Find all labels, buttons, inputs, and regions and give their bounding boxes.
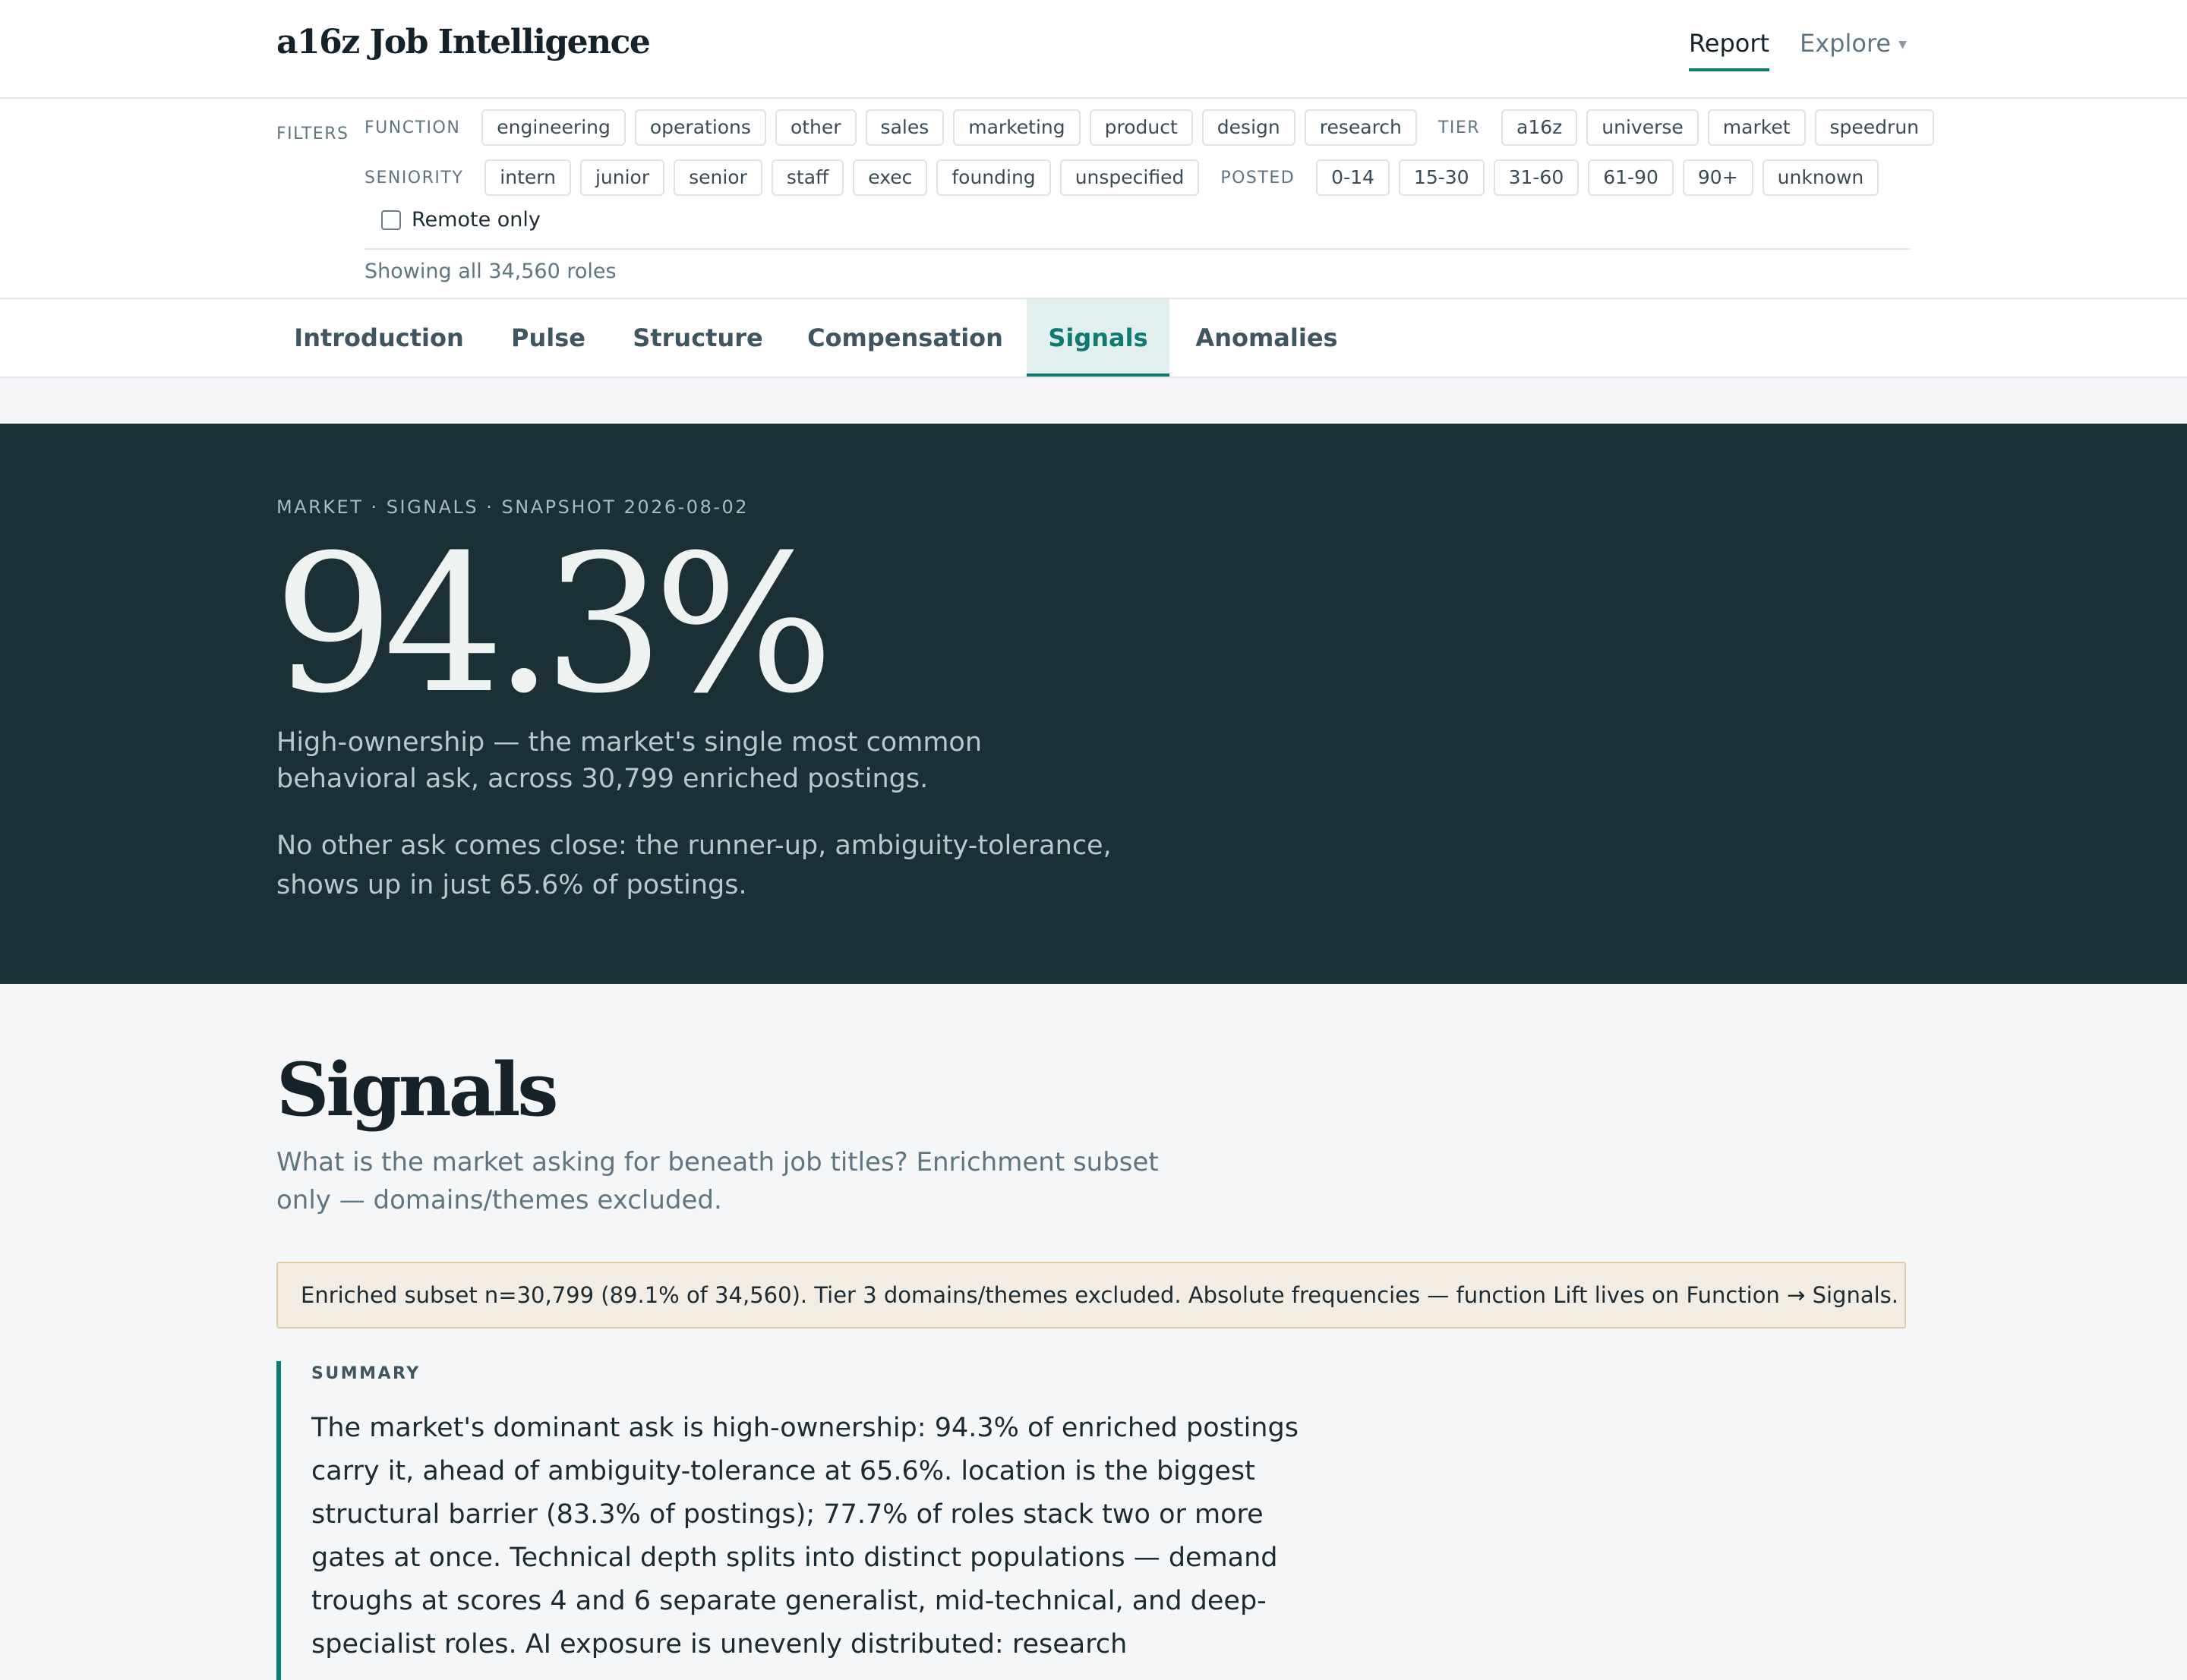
- page-title: Signals: [276, 1047, 556, 1133]
- filter-chip-tier[interactable]: universe: [1586, 109, 1699, 146]
- filter-chip-tier[interactable]: speedrun: [1815, 109, 1935, 146]
- remote-only-checkbox[interactable]: [381, 210, 401, 230]
- filter-chip-posted[interactable]: unknown: [1763, 159, 1879, 196]
- filter-chip-seniority[interactable]: staff: [772, 159, 844, 196]
- info-notice: Enriched subset n=30,799 (89.1% of 34,560). Tier 3 domains/themes excluded. Absolute frequencies — function Lift lives on Function → Signals.: [276, 1262, 1906, 1329]
- summary-block: [276, 1361, 1299, 1680]
- hero-banner: [0, 424, 2187, 984]
- seniority-filter-label: SENIORITY: [364, 168, 464, 188]
- page-subtitle: What is the market asking for beneath job titles? Enrichment subset only — domains/themes excluded.: [276, 1147, 1159, 1215]
- filter-chip-tier[interactable]: a16z: [1501, 109, 1577, 146]
- filter-chip-function[interactable]: engineering: [481, 109, 626, 146]
- posted-filter-label: POSTED: [1220, 168, 1295, 188]
- filter-chip-function[interactable]: design: [1202, 109, 1295, 146]
- remote-only-toggle[interactable]: [381, 208, 541, 232]
- filter-chip-function[interactable]: marketing: [953, 109, 1080, 146]
- hero-eyebrow: MARKET · SIGNALS · SNAPSHOT 2026-08-02: [276, 496, 750, 518]
- hero-description: High-ownership — the market's single most common behavioral ask, across 30,799 enriched postings.: [276, 727, 983, 794]
- filter-chip-function[interactable]: sales: [866, 109, 945, 146]
- filter-chip-posted[interactable]: 0-14: [1316, 159, 1390, 196]
- tier-filter-label: TIER: [1437, 118, 1481, 137]
- filters-panel: [0, 99, 2187, 299]
- filter-chip-function[interactable]: operations: [635, 109, 766, 146]
- tab-pulse[interactable]: Pulse: [511, 323, 585, 352]
- filter-chip-seniority[interactable]: senior: [674, 159, 762, 196]
- filter-chip-seniority[interactable]: unspecified: [1060, 159, 1200, 196]
- filters-label: FILTERS: [276, 125, 349, 143]
- hero-stat: 94.3%: [273, 514, 824, 735]
- hero-secondary-text: No other ask comes close: the runner-up, ambiguity-tolerance, shows up in just 65.6% of postings.: [276, 831, 1112, 900]
- filter-chip-seniority[interactable]: founding: [936, 159, 1050, 196]
- filter-row-function-tier: [364, 109, 1934, 146]
- filters-divider: [364, 248, 1911, 250]
- filter-chip-seniority[interactable]: exec: [853, 159, 927, 196]
- filter-chip-function[interactable]: product: [1090, 109, 1193, 146]
- chevron-down-icon: ▼: [1898, 39, 1907, 51]
- filter-chip-posted[interactable]: 31-60: [1494, 159, 1580, 196]
- filter-chip-seniority[interactable]: intern: [484, 159, 571, 196]
- filter-chip-tier[interactable]: market: [1708, 109, 1806, 146]
- filter-chip-posted[interactable]: 61-90: [1588, 159, 1674, 196]
- filter-chip-function[interactable]: research: [1305, 109, 1417, 146]
- filter-chip-posted[interactable]: 90+: [1683, 159, 1753, 196]
- brand-logo[interactable]: a16z Job Intelligence: [276, 23, 650, 61]
- summary-text: The market's dominant ask is high-ownership: 94.3% of enriched postings carry it, ahead of ambiguity-tolerance at 65.6%. location is the biggest structural barrier (83.3% of postings); 77.7% of roles stack two or more gates at once. Technical depth splits into distinct populations — demand troughs at scores 4 and 6 separate generalist, mid-technical, and deep-specialist roles. AI exposure is unevenly distributed: research: [311, 1413, 1299, 1660]
- results-count: Showing all 34,560 roles: [364, 260, 617, 283]
- tab-compensation[interactable]: Compensation: [807, 323, 1003, 352]
- tab-anomalies[interactable]: Anomalies: [1195, 323, 1338, 352]
- summary-label: SUMMARY: [311, 1364, 421, 1383]
- filter-chip-seniority[interactable]: junior: [580, 159, 664, 196]
- nav-report-link[interactable]: Report: [1689, 29, 1769, 71]
- filter-chip-function[interactable]: other: [775, 109, 857, 146]
- section-tabs: [0, 299, 2187, 378]
- tab-structure[interactable]: Structure: [633, 323, 763, 352]
- tab-introduction[interactable]: Introduction: [294, 323, 464, 352]
- nav-explore-label: Explore: [1800, 29, 1892, 58]
- tab-signals[interactable]: Signals: [1027, 299, 1169, 377]
- remote-only-label: Remote only: [412, 208, 541, 232]
- top-bar: [0, 0, 2187, 99]
- filter-row-seniority-posted: [364, 159, 1879, 196]
- function-filter-label: FUNCTION: [364, 118, 461, 137]
- filter-chip-posted[interactable]: 15-30: [1399, 159, 1485, 196]
- nav-explore-dropdown[interactable]: [1800, 29, 1907, 58]
